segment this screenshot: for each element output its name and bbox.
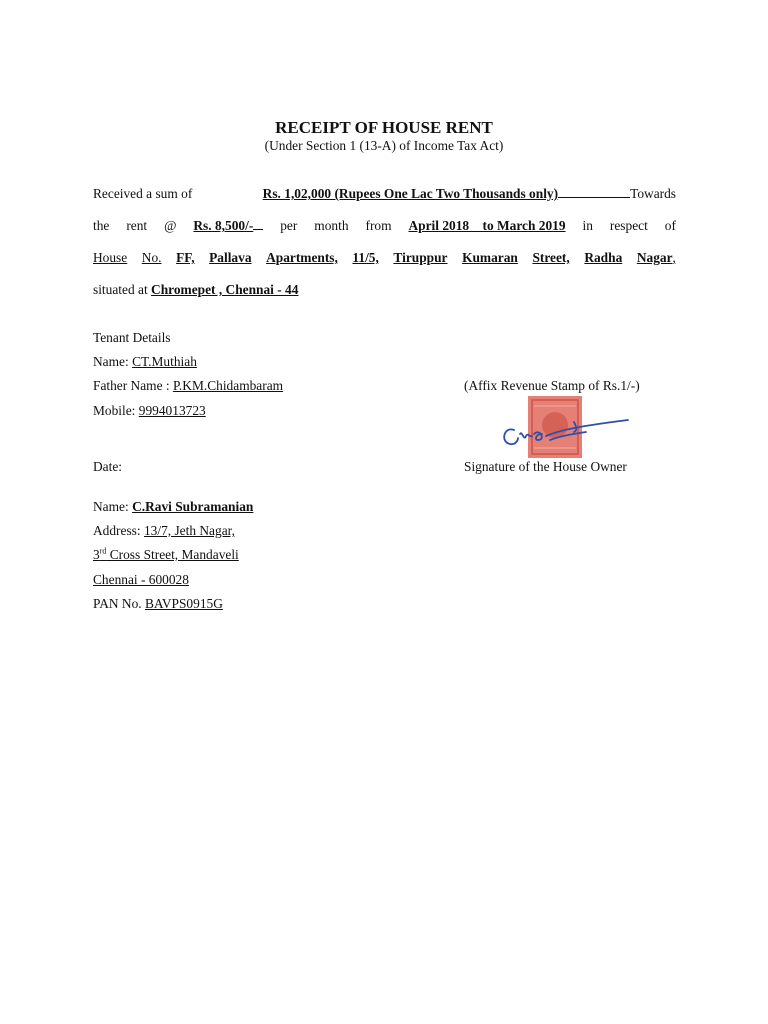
tenant-father: P.KM.Chidambaram [172,378,284,393]
owner-name: C.Ravi Subramanian [132,499,254,514]
stamp-signature-graphic [490,392,635,464]
address-line2-rest: Cross Street, Mandaveli [106,547,239,562]
date-label: Date: [93,459,122,474]
owner-address-label: Address: [93,523,141,538]
rent-underline-fill [253,228,263,230]
amount-underline-fill [558,196,630,198]
owner-name-label: Name: [93,499,129,514]
affix-stamp-note: (Affix Revenue Stamp of Rs.1/-) [464,378,640,393]
tenant-name-label: Name: [93,354,129,369]
situated-prefix: situated at [93,282,148,297]
address-last-group [637,250,676,266]
word-rent: rent [126,218,148,233]
owner-address-line3: Chennai - 600028 [93,572,189,587]
word-month: month [314,218,349,233]
address-part: FF, [176,250,195,265]
tenant-mobile-row [93,403,206,419]
house-label-2: No. [141,250,162,265]
word-respect: respect [609,218,648,233]
house-label-1: House [93,250,128,265]
tenant-name: CT.Muthiah [132,354,197,369]
address-part: Kumaran [462,250,518,265]
revenue-stamp [528,396,582,458]
owner-address-row [93,523,235,539]
owner-address-line1: 13/7, Jeth Nagar, [143,523,235,538]
owner-name-row [93,499,253,515]
word-from: from [365,218,392,233]
owner-address-line2 [93,547,239,563]
word-the: the [93,218,110,233]
rent-amount-group [193,218,263,234]
tenant-father-label: Father Name : [93,378,170,393]
address-suffix: , [672,250,676,265]
revenue-stamp-signature [490,392,635,464]
word-at: @ [164,218,177,233]
address-part: Tiruppur [393,250,448,265]
address-part: Street, [532,250,570,265]
address-line2-number: 3 [93,547,100,562]
tenant-mobile: 9994013723 [138,403,206,418]
amount-value: Rs. 1,02,000 (Rupees One Lac Two Thousands only) [262,186,559,201]
received-prefix: Received a sum of [93,186,193,201]
tenant-name-row [93,354,197,370]
owner-pan: BAVPS0915G [144,596,223,611]
rent-amount-value: Rs. 8,500/- [193,218,254,233]
tenant-father-row [93,378,283,394]
situated-value: Chromepet , Chennai - 44 [151,282,299,297]
receipt-line-amount [93,186,676,202]
document-title: RECEIPT OF HOUSE RENT [275,118,493,137]
document-subtitle: (Under Section 1 (13-A) of Income Tax Act) [264,138,504,153]
owner-pan-label: PAN No. [93,596,142,611]
receipt-line-rent [93,218,676,234]
address-line2-suffix: rd [99,546,107,556]
word-per: per [280,218,298,233]
signature-label: Signature of the House Owner [464,459,627,474]
amount-group [263,186,676,202]
rent-period: April 2018__to March 2019 [408,218,566,233]
address-part: Radha [584,250,623,265]
owner-pan-row [93,596,223,612]
address-part: Pallava [209,250,252,265]
address-part: Apartments, [266,250,338,265]
tenant-heading: Tenant Details [93,330,171,345]
address-part: 11/5, [352,250,379,265]
receipt-line-house [93,250,676,266]
receipt-line-situated [93,282,298,298]
word-of: of [664,218,676,233]
towards-word: Towards [630,186,676,201]
tenant-mobile-label: Mobile: [93,403,136,418]
address-part: Nagar [636,250,673,265]
word-in: in [582,218,593,233]
